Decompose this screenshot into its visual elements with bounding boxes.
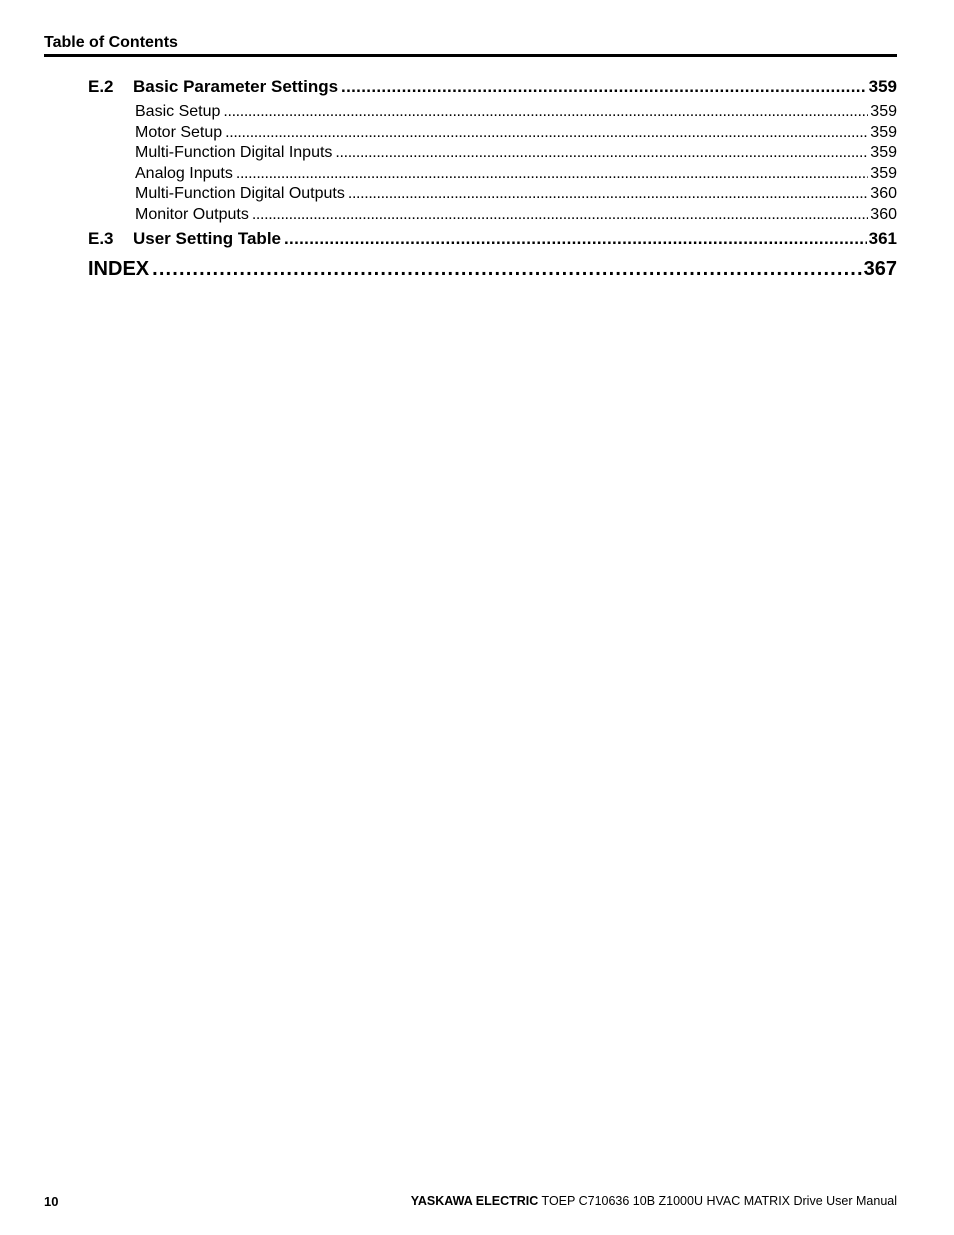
toc-item-title: Basic Setup [135,103,221,120]
toc-item-title: Monitor Outputs [135,205,249,223]
toc-page-number: 359 [870,164,897,182]
toc-item-multi-function-digital-inputs[interactable] [135,143,897,162]
toc-page-number: 360 [870,185,897,202]
dot-leader [348,184,868,203]
dot-leader [223,102,868,121]
dot-leader [341,77,867,97]
dot-leader [236,164,868,183]
toc-item-analog-inputs[interactable] [135,164,897,183]
toc-section-title: User Setting Table [133,229,281,248]
footer-manual-title [411,1194,897,1209]
toc-page-number: 367 [863,258,897,280]
header-rule [44,54,897,57]
toc-section-e3[interactable] [88,229,897,249]
toc-page-number: 361 [868,229,897,248]
toc-item-title: Multi-Function Digital Inputs [135,144,333,161]
toc-section-e2[interactable] [88,77,897,97]
dot-leader [335,143,868,162]
toc-index[interactable] [88,257,897,281]
toc-page-number: 359 [870,103,897,120]
page-header-title: Table of Contents [44,34,178,51]
toc-page-number: 359 [870,123,897,141]
toc-item-title: Motor Setup [135,123,223,141]
toc-page-number: 359 [868,77,897,96]
dot-leader [284,229,867,249]
dot-leader [225,123,868,142]
footer-page-number: 10 [44,1194,59,1209]
dot-leader [252,205,868,224]
toc-item-monitor-outputs[interactable] [135,205,897,224]
toc-section-title: Basic Parameter Settings [133,77,339,96]
footer-brand: YASKAWA ELECTRIC [410,1194,539,1208]
toc-item-basic-setup[interactable] [135,102,897,121]
toc-section-number: E.2 [88,77,114,96]
dot-leader [152,257,862,281]
toc-item-motor-setup[interactable] [135,123,897,142]
toc-section-number: E.3 [88,229,114,248]
toc-index-title: INDEX [88,258,150,280]
toc-item-multi-function-digital-outputs[interactable] [135,184,897,203]
footer-manual-name: TOEP C710636 10B Z1000U HVAC MATRIX Drive User Manual [541,1194,897,1208]
toc-item-title: Analog Inputs [135,164,233,182]
toc-item-title: Multi-Function Digital Outputs [135,185,345,202]
toc-page-number: 359 [870,144,897,161]
toc-page-number: 360 [870,205,897,223]
